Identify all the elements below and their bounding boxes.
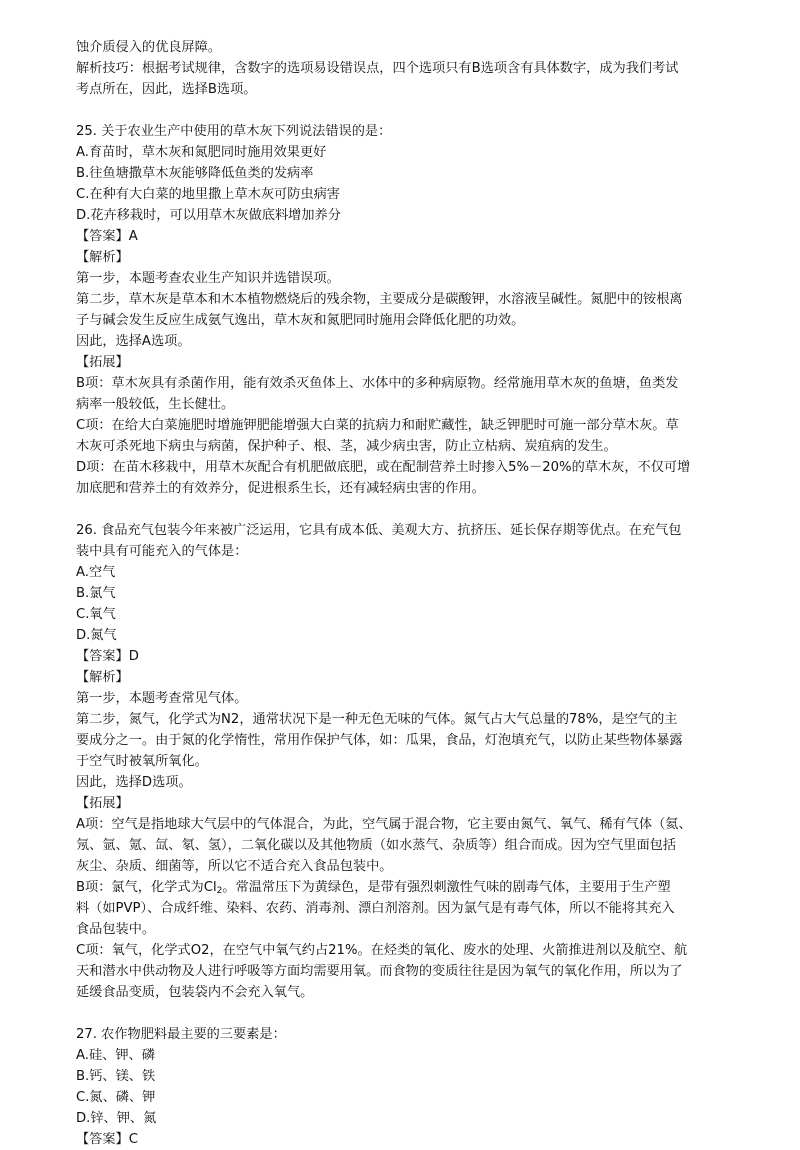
extension-line: 加底肥和营养土的有效养分，促进根系生长，还有减轻病虫害的作用。 bbox=[76, 481, 485, 496]
question-25 bbox=[76, 121, 766, 499]
answer: 【答案】C bbox=[76, 1132, 138, 1147]
extension-heading: 【拓展】 bbox=[76, 355, 129, 370]
option-a: A.空气 bbox=[76, 565, 116, 580]
extension-line: D项：在苗木移栽中，用草木灰配合有机肥做底肥，或在配制营养土时掺入5%－20%的草木灰，不仅可增 bbox=[76, 460, 691, 475]
question-text: 25. 关于农业生产中使用的草木灰下列说法错误的是： bbox=[76, 124, 392, 139]
extension-line: 天和潜水中供动物及人进行呼吸等方面均需要用氧。而食物的变质往往是因为氧气的氧化作用，所以为了 bbox=[76, 964, 683, 979]
extension-line: 病率一般较低，生长健壮。 bbox=[76, 397, 235, 412]
chlorine-subscript: 2 bbox=[216, 886, 223, 896]
option-a: A.硅、钾、磷 bbox=[76, 1048, 155, 1063]
answer: 【答案】D bbox=[76, 649, 139, 664]
analysis-line: 因此，选择D选项。 bbox=[76, 775, 192, 790]
extension-line: 料（如PVP）、合成纤维、染料、农药、消毒剂、漂白剂溶剂。因为氯气是有毒气体，所以不能将其充入 bbox=[76, 901, 675, 916]
extension-line: 灰尘、杂质、细菌等，所以它不适合充入食品包装中。 bbox=[76, 859, 393, 874]
text-line: 蚀介质侵入的优良屏障。 bbox=[76, 40, 222, 55]
extension-line: 延缓食品变质，包装袋内不会充入氧气。 bbox=[76, 985, 314, 1000]
extension-line: C项：氧气，化学式O2，在空气中氧气约占21%。在烃类的氧化、废水的处理、火箭推进剂以及航空、航 bbox=[76, 943, 688, 958]
question-text: 装中具有可能充入的气体是： bbox=[76, 544, 248, 559]
text-line: 解析技巧：根据考试规律，含数字的选项易设错误点，四个选项只有B选项含有具体数字，成为我们考试 bbox=[76, 61, 679, 76]
analysis-line: 第一步，本题考查常见气体。 bbox=[76, 691, 248, 706]
question-text: 26. 食品充气包装今年来被广泛运用，它具有成本低、美观大方、抗挤压、延长保存期等优点。在充气包 bbox=[76, 523, 682, 538]
intro-section bbox=[76, 37, 766, 100]
option-b: B.往鱼塘撒草木灰能够降低鱼类的发病率 bbox=[76, 166, 314, 181]
option-d: D.氮气 bbox=[76, 628, 117, 643]
extension-line-chlorine bbox=[76, 877, 766, 898]
option-d: D.锌、钾、氮 bbox=[76, 1111, 157, 1126]
analysis-line: 要成分之一。由于氮的化学惰性，常用作保护气体，如：瓜果，食品，灯泡填充气，以防止某些物体暴露 bbox=[76, 733, 683, 748]
analysis-line: 第二步，氮气，化学式为N2，通常状况下是一种无色无味的气体。氮气占大气总量的78%，是空气的主 bbox=[76, 712, 678, 727]
chlorine-prefix: B项：氯气，化学式为Cl bbox=[76, 880, 217, 895]
extension-heading: 【拓展】 bbox=[76, 796, 129, 811]
analysis-heading: 【解析】 bbox=[76, 670, 129, 685]
option-b: B.氯气 bbox=[76, 586, 116, 601]
option-a: A.育苗时，草木灰和氮肥同时施用效果更好 bbox=[76, 145, 327, 160]
analysis-line: 于空气时被氧所氧化。 bbox=[76, 754, 208, 769]
extension-line: C项：在给大白菜施肥时增施钾肥能增强大白菜的抗病力和耐贮藏性，缺乏钾肥时可施一部分草木灰。草 bbox=[76, 418, 679, 433]
extension-line: 木灰可杀死地下病虫与病菌，保护种子、根、茎，减少病虫害，防止立枯病、炭疽病的发生。 bbox=[76, 439, 617, 454]
option-c: C.氮、磷、钾 bbox=[76, 1090, 156, 1105]
document-page bbox=[76, 37, 766, 1150]
extension-line: A项：空气是指地球大气层中的气体混合，为此，空气属于混合物，它主要由氮气、氧气、稀有气体（氦、 bbox=[76, 817, 692, 832]
extension-line: B项：草木灰具有杀菌作用，能有效杀灭鱼体上、水体中的多种病原物。经常施用草木灰的鱼塘，鱼类发 bbox=[76, 376, 679, 391]
option-d: D.花卉移栽时，可以用草木灰做底料增加养分 bbox=[76, 208, 341, 223]
question-text: 27. 农作物肥料最主要的三要素是： bbox=[76, 1027, 286, 1042]
analysis-heading: 【解析】 bbox=[76, 250, 129, 265]
question-26 bbox=[76, 520, 766, 1003]
text-line: 考点所在，因此，选择B选项。 bbox=[76, 82, 257, 97]
chlorine-suffix: 。常温常压下为黄绿色，是带有强烈刺激性气味的剧毒气体，主要用于生产塑 bbox=[222, 880, 671, 895]
extension-line: 食品包装中。 bbox=[76, 922, 156, 937]
option-c: C.在种有大白菜的地里撒上草木灰可防虫病害 bbox=[76, 187, 340, 202]
analysis-line: 子与碱会发生反应生成氨气逸出，草木灰和氮肥同时施用会降低化肥的功效。 bbox=[76, 313, 525, 328]
analysis-line: 第一步，本题考查农业生产知识并选错误项。 bbox=[76, 271, 340, 286]
analysis-line: 第二步，草木灰是草本和木本植物燃烧后的残余物，主要成分是碳酸钾，水溶液呈碱性。氮肥中的铵根离 bbox=[76, 292, 683, 307]
question-27 bbox=[76, 1024, 766, 1150]
answer: 【答案】A bbox=[76, 229, 138, 244]
option-c: C.氧气 bbox=[76, 607, 116, 622]
option-b: B.钙、镁、铁 bbox=[76, 1069, 156, 1084]
analysis-line: 因此，选择A选项。 bbox=[76, 334, 191, 349]
extension-line: 氖、氩、氪、氙、氡、氢），二氧化碳以及其他物质（如水蒸气、杂质等）组合而成。因为空气里面包括 bbox=[76, 838, 677, 853]
